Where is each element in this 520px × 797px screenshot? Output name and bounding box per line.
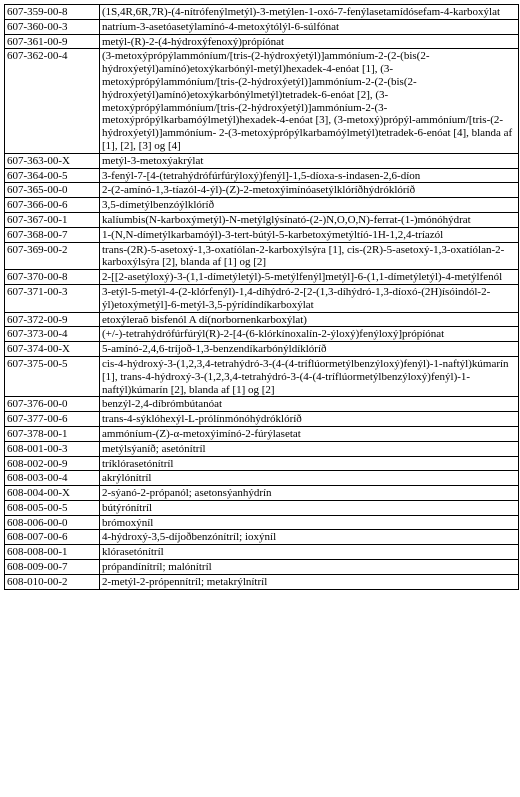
table-row [5, 342, 519, 357]
table-row [5, 270, 519, 285]
table-row [5, 198, 519, 213]
index-number-cell: 607-365-00-0 [5, 183, 100, 198]
table-row [5, 356, 519, 396]
table-row [5, 19, 519, 34]
table-row [5, 412, 519, 427]
substance-name-cell: própandínítríl; malónítríl [100, 560, 519, 575]
table-row [5, 312, 519, 327]
index-number-cell: 607-360-00-3 [5, 19, 100, 34]
index-number-cell: 608-001-00-3 [5, 441, 100, 456]
index-number-cell: 608-007-00-6 [5, 530, 100, 545]
substance-name-cell: trans-4-sýklóhexýl-L-prólínmónóhýdróklóríð [100, 412, 519, 427]
substance-name-cell: (1S,4R,6R,7R)-(4-nítrófenýlmetýl)-3-metýlen-1-oxó-7-fenýlasetamídósefam-4-karboxýlat [100, 5, 519, 20]
substance-name-cell: 3-etýl-5-metýl-4-(2-klórfenýl)-1,4-díhýdró-2-[2-(1,3-díhýdró-1,3-díoxó-(2H)ísóindól-2-ýl)etoxýmetýl]-6-metýl-3,5-pýrídíndíkarboxýlat [100, 284, 519, 312]
substance-name-cell: 3-fenýl-7-[4-(tetrahýdrófúrfúrýloxý)fenýl]-1,5-díoxa-s-indasen-2,6-díon [100, 168, 519, 183]
substance-table [4, 4, 519, 590]
index-number-cell: 607-370-00-8 [5, 270, 100, 285]
index-number-cell: 607-368-00-7 [5, 227, 100, 242]
table-row [5, 486, 519, 501]
index-number-cell: 607-367-00-1 [5, 212, 100, 227]
substance-name-cell: akrýlónítríl [100, 471, 519, 486]
index-number-cell: 608-003-00-4 [5, 471, 100, 486]
substance-name-cell: 1-(N,N-dímetýlkarbamóýl)-3-tert-bútýl-5-karbetoxýmetýltíó-1H-1,2,4-tríazól [100, 227, 519, 242]
table-row [5, 560, 519, 575]
table-row [5, 441, 519, 456]
table-row [5, 500, 519, 515]
substance-name-cell: trans-(2R)-5-asetoxý-1,3-oxatíólan-2-karboxýlsýra [1], cis-(2R)-5-asetoxý-1,3-oxatíólan-2-karboxýlsýra [2], blanda af [1] og [2] [100, 242, 519, 270]
substance-name-cell: 5-amínó-2,4,6-tríjoð-1,3-benzendíkarbónýldíklóríð [100, 342, 519, 357]
substance-name-cell: 2-metýl-2-própennítríl; metakrýlnítríl [100, 574, 519, 589]
substance-name-cell: 2-sýanó-2-própanól; asetonsýanhýdrín [100, 486, 519, 501]
index-number-cell: 607-366-00-6 [5, 198, 100, 213]
table-row [5, 397, 519, 412]
index-number-cell: 607-362-00-4 [5, 49, 100, 153]
table-row [5, 227, 519, 242]
table-row [5, 183, 519, 198]
substance-name-cell: metýl-3-metoxýakrýlat [100, 153, 519, 168]
index-number-cell: 608-009-00-7 [5, 560, 100, 575]
substance-name-cell: 3,5-dímetýlbenzóýlklóríð [100, 198, 519, 213]
index-number-cell: 608-005-00-5 [5, 500, 100, 515]
index-number-cell: 607-371-00-3 [5, 284, 100, 312]
substance-name-cell: 4-hýdroxý-3,5-díjoðbenzónítríl; ioxýníl [100, 530, 519, 545]
table-row [5, 284, 519, 312]
substance-name-cell: metýlsýaníð; asetónítríl [100, 441, 519, 456]
substance-name-cell: (+/-)-tetrahýdrófúrfúrýl(R)-2-[4-(6-klórkínoxalín-2-ýloxý)fenýloxý]própíónat [100, 327, 519, 342]
table-row [5, 242, 519, 270]
document-page [4, 4, 516, 590]
table-row [5, 327, 519, 342]
index-number-cell: 607-375-00-5 [5, 356, 100, 396]
table-row [5, 168, 519, 183]
index-number-cell: 607-364-00-5 [5, 168, 100, 183]
index-number-cell: 607-359-00-8 [5, 5, 100, 20]
table-row [5, 49, 519, 153]
index-number-cell: 607-376-00-0 [5, 397, 100, 412]
substance-name-cell: metýl-(R)-2-(4-hýdroxýfenoxý)própíónat [100, 34, 519, 49]
index-number-cell: 607-377-00-6 [5, 412, 100, 427]
substance-name-cell: ammóníum-(Z)-α-metoxýimínó-2-fúrýlasetat [100, 426, 519, 441]
substance-name-cell: (3-metoxýprópýlammóníum/[tris-(2-hýdroxýetýl)]ammóníum-2-(2-(bis(2-hýdroxýetýl)amínó)etoxýkarbónýl-metýl)hexadek-4-enóat [1], (3-metoxýprópýlammóníum/[tris-(2-hýdroxýetýl)]ammóníum-2-(2-(bis(2-hýdroxýetýl)amínó)etoxýkarbónýlmetýl)tetradek-6-enóat [2], (3-metoxýprópýlammóníum/[tris-(2-hýdroxýetýl)]ammóníum-2-(3-metoxýprópýlkarbamóýlmetýl)hexadek-4-enóat [3], (3-metoxý)própýl-ammóníum/[tris-(2-hýdroxýetýl)]ammóníum- 2-(3-metoxýprópýlkarbamóýlmetýl)tetradek-6-enóat [4], blanda af [1], [2], [3] og [4] [100, 49, 519, 153]
table-row [5, 456, 519, 471]
table-row [5, 471, 519, 486]
table-row [5, 212, 519, 227]
substance-name-cell: bútýrónítríl [100, 500, 519, 515]
table-row [5, 530, 519, 545]
table-row [5, 515, 519, 530]
index-number-cell: 607-374-00-X [5, 342, 100, 357]
index-number-cell: 608-004-00-X [5, 486, 100, 501]
table-row [5, 545, 519, 560]
table-row [5, 426, 519, 441]
substance-table-body [5, 5, 519, 590]
index-number-cell: 607-372-00-9 [5, 312, 100, 327]
index-number-cell: 608-002-00-9 [5, 456, 100, 471]
index-number-cell: 608-010-00-2 [5, 574, 100, 589]
table-row [5, 153, 519, 168]
table-row [5, 34, 519, 49]
index-number-cell: 607-378-00-1 [5, 426, 100, 441]
substance-name-cell: natríum-3-asetóasetýlamínó-4-metoxýtólýl-6-súlfónat [100, 19, 519, 34]
substance-name-cell: cis-4-hýdroxý-3-(1,2,3,4-tetrahýdró-3-(4-(4-tríflúormetýlbenzýloxý)fenýl)-1-naftýl)kúmarín [1], trans-4-hýdroxý-3-(1,2,3,4-tetrahýdró-3-(4-(4-tríflúormetýlbenzýloxý)fenýl)-1-naftýl)kúmarín [2], blanda af [1] og [2] [100, 356, 519, 396]
index-number-cell: 607-373-00-4 [5, 327, 100, 342]
substance-name-cell: 2-(2-amínó-1,3-tíazól-4-ýl)-(Z)-2-metoxýimínóasetýlklóríðhýdróklóríð [100, 183, 519, 198]
index-number-cell: 608-006-00-0 [5, 515, 100, 530]
substance-name-cell: kalíumbis(N-karboxýmetýl)-N-metýlglýsínató-(2-)N,O,O,N)-ferrat-(1-)mónóhýdrat [100, 212, 519, 227]
substance-name-cell: 2-[[2-asetýloxý)-3-(1,1-dímetýletýl)-5-metýlfenýl]metýl]-6-(1,1-dímetýletýl)-4-metýlfenól [100, 270, 519, 285]
substance-name-cell: brómoxýníl [100, 515, 519, 530]
substance-name-cell: etoxýleraõ bisfenól A dí(norbornenkarboxýlat) [100, 312, 519, 327]
table-row [5, 5, 519, 20]
table-row [5, 574, 519, 589]
index-number-cell: 607-361-00-9 [5, 34, 100, 49]
substance-name-cell: klórasetónítríl [100, 545, 519, 560]
index-number-cell: 608-008-00-1 [5, 545, 100, 560]
substance-name-cell: benzýl-2,4-díbrómbútanóat [100, 397, 519, 412]
index-number-cell: 607-369-00-2 [5, 242, 100, 270]
index-number-cell: 607-363-00-X [5, 153, 100, 168]
substance-name-cell: tríklórasetónítríl [100, 456, 519, 471]
